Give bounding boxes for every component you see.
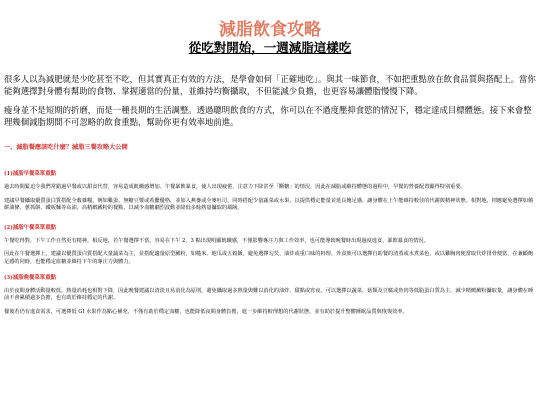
dinner-heading: (3)減脂晚餐菜單重點 <box>4 274 56 281</box>
dinner-paragraph-1: 由於夜間身體活動量較低，熱量消耗也相對下降，因此晚餐建議以清淡且易消化為原則，避免攝取過多熱量與難以消化的油炸、甜點或宵夜。可以選擇以蔬菜、菇類及豆腐或魚肉等低脂蛋白質為主，減少精緻澱粉攝取量，讓身體在睡前不會累積過多負擔，也有助於維持穩定的代謝。 <box>4 287 534 302</box>
breakfast-paragraph-1: 過去時間緊迫令我們常錯過早餐或以甜食代替，容易造成飢餓感增加、午餐暴飲暴食，使人出現疲倦、注意力下降甚至「斷糖」的情況，因此在減脂或維持體態的過程中，早餐的營養配置顯得特別重要。 <box>4 184 466 190</box>
lunch-heading: (2)減脂午餐菜單重點 <box>4 224 56 231</box>
lunch-paragraph-2: 因此在午餐選擇上，建議以優質蛋白質搭配大量蔬菜為主，並搭配適量原型澱粉，如糙米、地瓜或五穀飯，避免選擇勾芡、油炸或重口味的料理。外食族可以選擇自助餐的清蒸或水煮菜色，或以雞胸肉便當取代炸排骨便當，在兼顧飽足感的同時，也能穩定血糖並維持下午的專注力與體力。 <box>4 251 534 265</box>
page-subtitle: 從吃對開始，一週減脂這樣吃 <box>188 40 352 55</box>
section-heading: 一、減脂餐應該吃什麼？減脂三餐攻略大公開 <box>4 144 128 151</box>
page-title: 減脂飲食攻略 <box>219 20 321 40</box>
breakfast-heading: (1)減脂早餐菜單重點 <box>4 171 56 177</box>
breakfast-paragraph-2: 建議早餐攝取優質蛋白質搭配全穀雜糧，例如雞蛋、無糖豆漿或希臘優格，並加入燕麥或全麥吐司，同時搭配少量蔬菜或水果，以提供穩定能量並延長飽足感，讓身體在上午能維持較佳的代謝與精神狀態。相對地，則應避免選擇如燒餅油條、蔥抓餅、鐵板麵等高油、高精緻澱粉的餐點，以減少血糖劇烈波動並降低多餘熱量攝取的風險。 <box>4 197 534 212</box>
lunch-paragraph-1: 午餐吃得對，下午工作自然更有精神。相反地，若午餐選擇不當，容易在下午 2、3 點出現明顯飢餓感，不僅影響專注力與工作效率，也可能導致晚餐時出現過度進食、暴飲暴食的情況。 <box>4 237 429 244</box>
intro-paragraph-1: 很多人以為減肥就是少吃甚至不吃，但其實真正有效的方法，是學會如何「正確地吃」。與其一味節食，不如把重點放在飲食品質與搭配上。當你能夠選擇對身體有幫助的食物、掌握適當的份量，並維持均衡攝取，不但能減少負擔，也更容易讓體脂慢慢下降。 <box>4 74 536 96</box>
dinner-paragraph-2: 餐後若仍有進食需求，可選擇低 GI 水果作為點心補充，不僅有助於穩定血糖，也能降低夜間身體負擔，進一步維持較理想的代謝狀態，並有助於提升整體睡眠品質與恢復效率。 <box>4 308 408 315</box>
intro-paragraph-2: 瘦身並不是短期的折磨，而是一種長期的生活調整。透過聰明飲食的方式，你可以在不過度壓抑食慾的情況下，穩定達成目標體態。接下來會整理幾個減脂期間不可忽略的飲食重點，幫助你更有效率地前進。 <box>4 105 532 127</box>
